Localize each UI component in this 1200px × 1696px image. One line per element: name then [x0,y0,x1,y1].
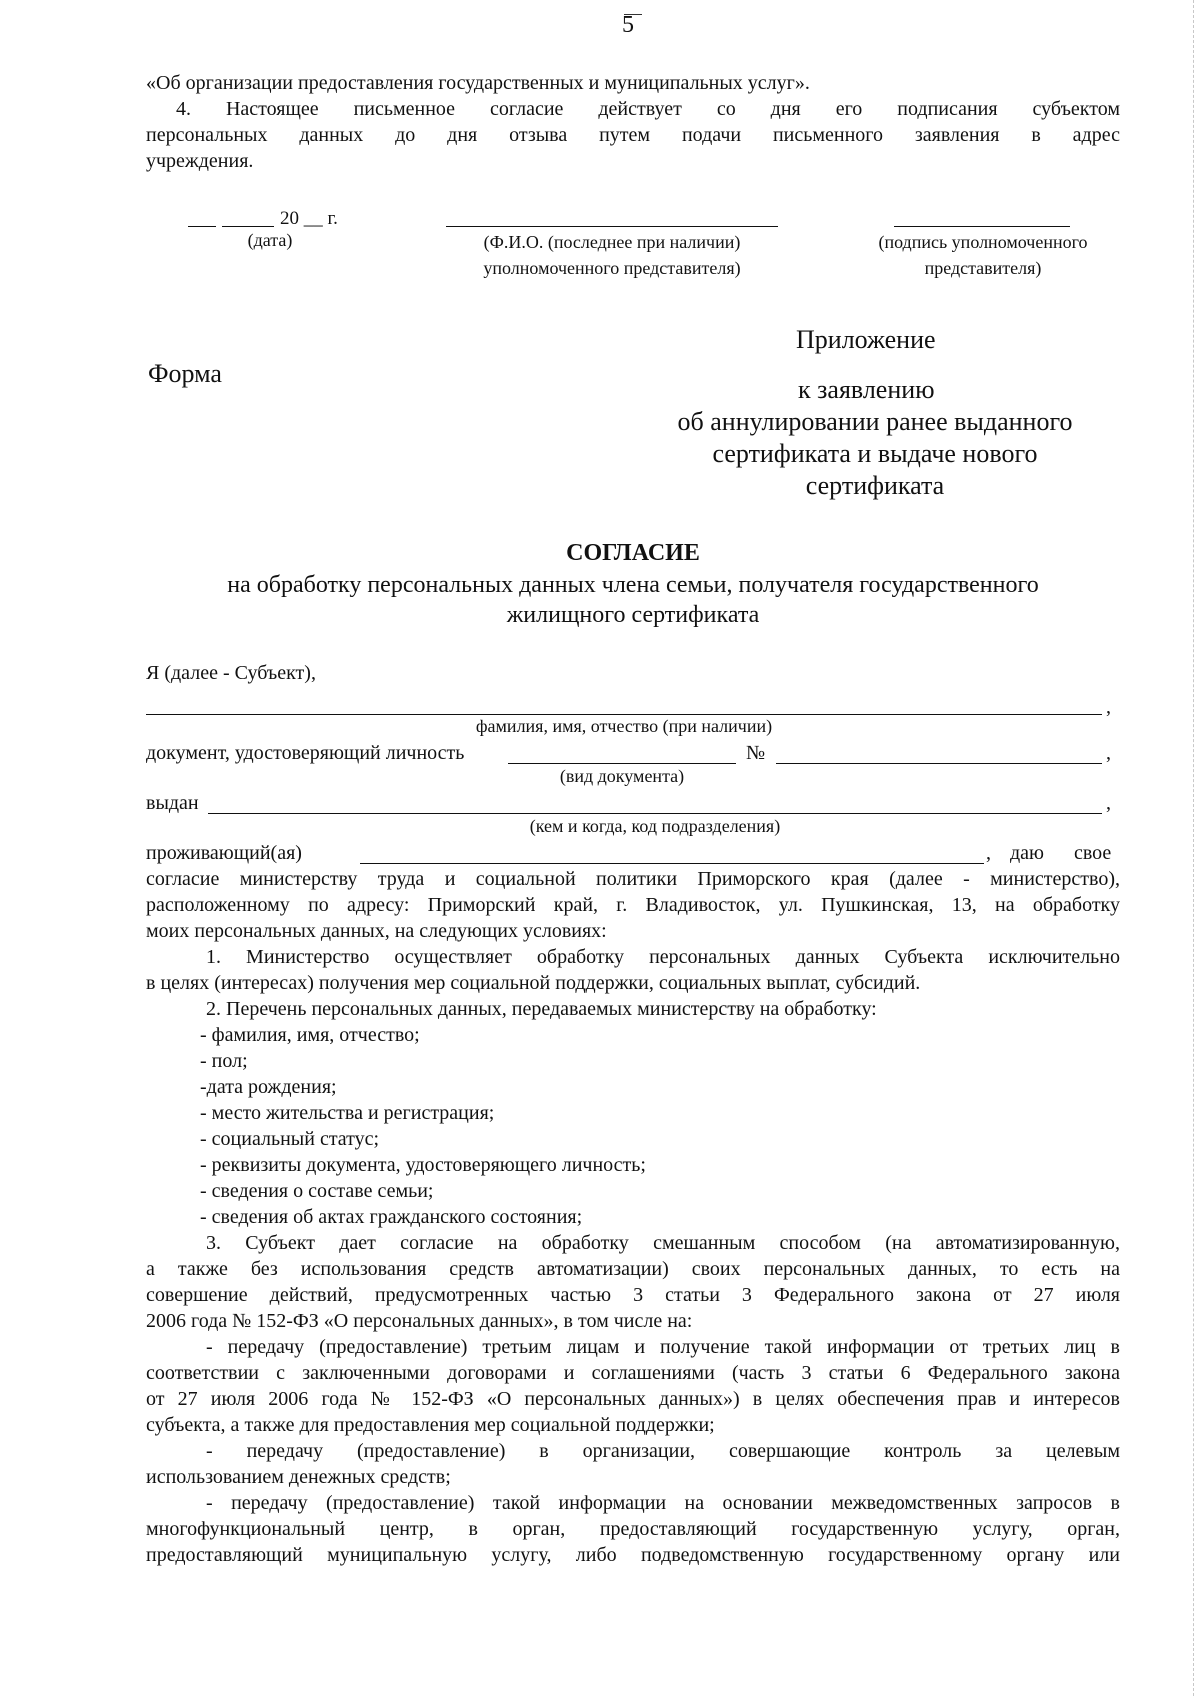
para4-line3: учреждения. [146,150,254,172]
list-item: - сведения об актах гражданского состояния; [200,1206,583,1228]
address-field-line[interactable] [360,863,984,864]
para4-line2: персональных данных до дня отзыва путем подачи письменного заявления в адрес [146,124,1120,146]
document-subtitle-1: на обработку персональных данных члена семьи, получателя государственного [227,572,1039,598]
doc-label: документ, удостоверяющий личность [146,742,465,764]
fio-signature-line [446,226,778,227]
para4-line1: 4. Настоящее письменное согласие действует со дня его подписания субъектом [176,98,1120,120]
number-sign: № [746,742,766,764]
form-label: Форма [148,359,222,388]
list-item: - пол; [200,1050,248,1072]
fio-caption-2: уполномоченного представителя) [483,258,741,278]
issued-label: выдан [146,792,199,814]
transfer-1-line-3: от 27 июля 2006 года № 152-ФЗ «О персональных данных») в целях обеспечения прав и интересов [146,1388,1120,1410]
fio-caption: фамилия, имя, отчество (при наличии) [475,716,773,736]
list-item: - социальный статус; [200,1128,380,1150]
transfer-2-line-2: использованием денежных средств; [146,1466,451,1488]
living-tail-2: свое [1074,842,1112,864]
transfer-2-line-1: - передачу (предоставление) в организации, совершающие контроль за целевым [206,1440,1120,1462]
transfer-3-line-2: многофункциональный центр, в орган, предоставляющий государственную услугу, орган, [146,1518,1120,1540]
appendix-line-4: сертификата и выдаче нового [712,439,1038,468]
doc-number-field-line[interactable] [776,763,1102,764]
sign-caption-2: представителя) [924,258,1042,278]
appendix-line-5: сертификата [805,471,945,500]
list-item: -дата рождения; [200,1076,337,1098]
list-item: - фамилия, имя, отчество; [200,1024,420,1046]
p1-line-2: в целях (интересах) получения мер социальной поддержки, социальных выплат, субсидий. [146,972,921,994]
living-comma: , [986,842,991,864]
p3-line-4: 2006 года № 152-ФЗ «О персональных данных», в том числе на: [146,1310,693,1332]
appendix-label: Приложение [796,325,936,354]
living-label: проживающий(ая) [146,842,302,864]
transfer-3-line-3: предоставляющий муниципальную услугу, либо подведомственную государственному органу или [146,1544,1120,1566]
issued-comma: , [1106,792,1111,814]
consent-line-2: расположенному по адресу: Приморский край, г. Владивосток, ул. Пушкинская, 13, на обработку [146,894,1120,916]
top-line: «Об организации предоставления государственных и муниципальных услуг». [146,72,810,94]
list-item: - реквизиты документа, удостоверяющего личность; [200,1154,646,1176]
p3-line-1: 3. Субъект дает согласие на обработку смешанным способом (на автоматизированную, [206,1232,1120,1254]
data-list [200,1022,1100,1230]
p2-line: 2. Перечень персональных данных, передаваемых министерству на обработку: [206,998,877,1020]
p1-line-1: 1. Министерство осуществляет обработку персональных данных Субъекта исключительно [206,946,1120,968]
document-title: СОГЛАСИЕ [566,540,700,566]
date-template: 20 __ г. [280,208,338,229]
p3-line-2: а также без использования средств автоматизации) своих персональных данных, то есть на [146,1258,1120,1280]
transfer-3-line-1: - передачу (предоставление) такой информации на основании межведомственных запросов в [206,1492,1120,1514]
consent-line-3: моих персональных данных, на следующих условиях: [146,920,607,942]
subject-intro: Я (далее - Субъект), [146,662,316,684]
doc-comma: , [1106,742,1111,764]
appendix-line-3: об аннулировании ранее выданного [677,407,1073,436]
scan-edge [1193,0,1194,1696]
date-day-line [188,226,216,227]
list-item: - место жительства и регистрация; [200,1102,495,1124]
fio-caption-1: (Ф.И.О. (последнее при наличии) [483,232,741,252]
doc-caption: (вид документа) [559,766,685,786]
appendix-line-2: к заявлению [798,375,935,404]
signature-line [894,226,1070,227]
issued-caption: (кем и когда, код подразделения) [529,816,781,836]
transfer-1-line-1: - передачу (предоставление) третьим лицам и получение такой информации от третьих лиц в [206,1336,1120,1358]
p3-line-3: совершение действий, предусмотренных частью 3 статьи 3 Федерального закона от 27 июля [146,1284,1120,1306]
document-subtitle-2: жилищного сертификата [506,602,760,628]
living-tail-1: даю [1010,842,1044,864]
consent-line-1: согласие министерству труда и социальной политики Приморского края (далее - министерство), [146,868,1120,890]
sign-caption-1: (подпись уполномоченного [878,232,1088,252]
page-number-mark [624,14,642,15]
page-number: 5 [622,12,634,38]
date-month-line [222,226,274,227]
transfer-1-line-4: субъекта, а также для предоставления мер социальной поддержки; [146,1414,715,1436]
transfer-1-line-2: соответствии с заключенными договорами и соглашениями (часть 3 статьи 6 Федерального закона [146,1362,1120,1384]
date-caption: (дата) [247,230,293,250]
list-item: - сведения о составе семьи; [200,1180,434,1202]
fio-comma: , [1106,696,1111,718]
